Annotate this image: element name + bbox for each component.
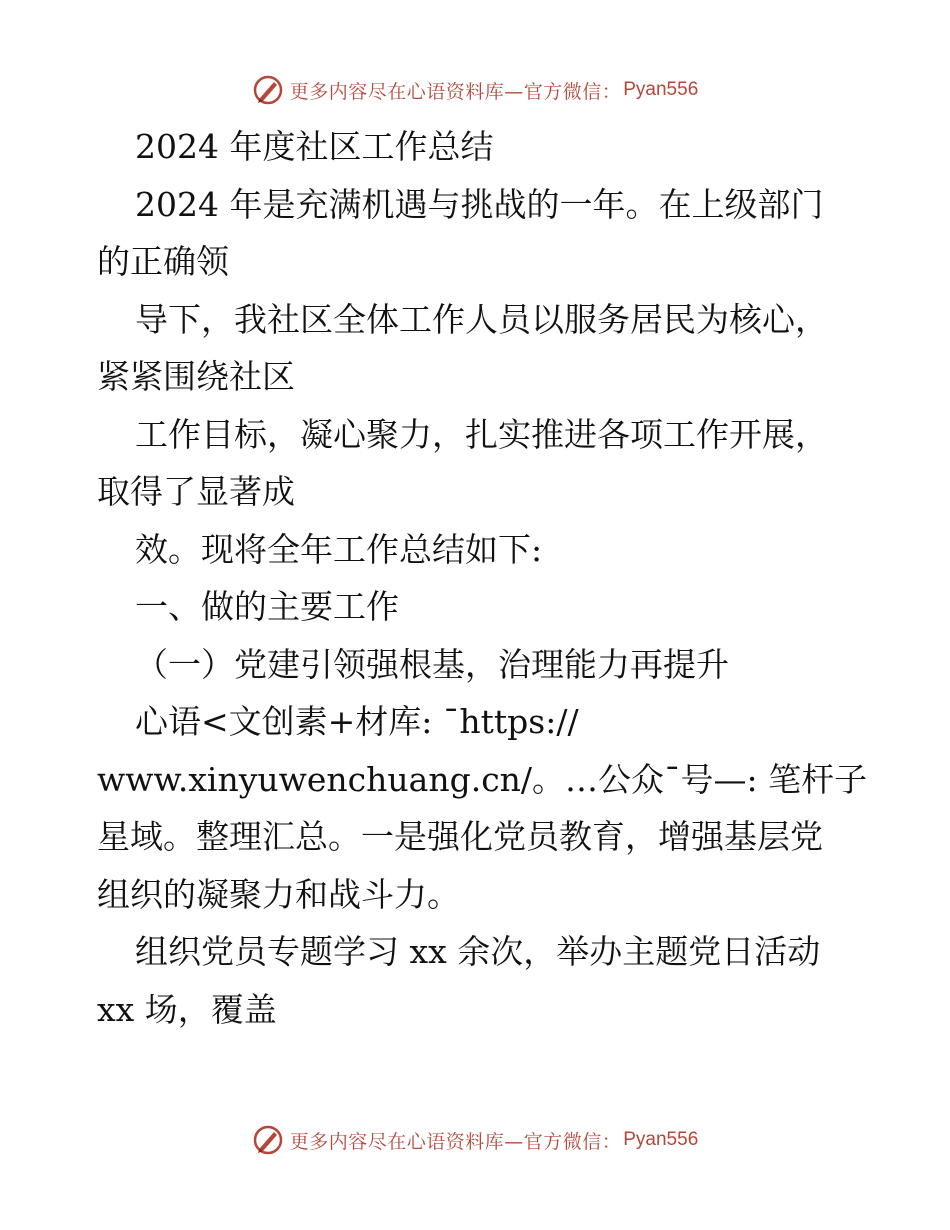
text-line: 工作目标，凝心聚力，扎实推进各项工作开展， bbox=[135, 414, 828, 454]
text-line: www.xinyuwenchuang.cn/。…公众¯号—: 笔杆子 bbox=[97, 759, 868, 799]
pen-logo-icon bbox=[252, 1124, 284, 1156]
watermark-banner-bottom bbox=[0, 1120, 950, 1160]
watermark-wechat-id: Pyan556 bbox=[623, 79, 699, 100]
text-line: 一、做的主要工作 bbox=[135, 587, 399, 626]
document-body bbox=[97, 118, 868, 1038]
text-line: 紧紧围绕社区 bbox=[97, 357, 295, 396]
text-line: （一）党建引领强根基，治理能力再提升 bbox=[135, 644, 729, 684]
watermark-wechat-id: Pyan556 bbox=[623, 1129, 699, 1150]
pen-logo-icon bbox=[252, 74, 284, 106]
text-line: 的正确领 bbox=[97, 242, 229, 281]
text-line: 2024 年是充满机遇与挑战的一年。在上级部门 bbox=[135, 184, 824, 224]
text-line: 心语<文创素+材库: ¯https:// bbox=[135, 702, 579, 741]
text-line: 导下，我社区全体工作人员以服务居民为核心， bbox=[135, 299, 828, 339]
text-line: 取得了显著成 bbox=[97, 472, 295, 511]
text-line: 效。现将全年工作总结如下: bbox=[135, 529, 543, 569]
text-line: xx 场，覆盖 bbox=[97, 989, 277, 1029]
text-line: 2024 年度社区工作总结 bbox=[135, 127, 494, 166]
watermark-banner-top bbox=[0, 70, 950, 110]
watermark-text: 更多内容尽在心语资料库—官方微信： bbox=[289, 80, 622, 103]
text-line: 组织的凝聚力和战斗力。 bbox=[97, 874, 460, 914]
text-line: 星域。整理汇总。一是强化党员教育，增强基层党 bbox=[97, 817, 823, 856]
text-line: 组织党员专题学习 xx 余次，举办主题党日活动 bbox=[135, 932, 821, 971]
watermark-text: 更多内容尽在心语资料库—官方微信： bbox=[289, 1130, 622, 1153]
